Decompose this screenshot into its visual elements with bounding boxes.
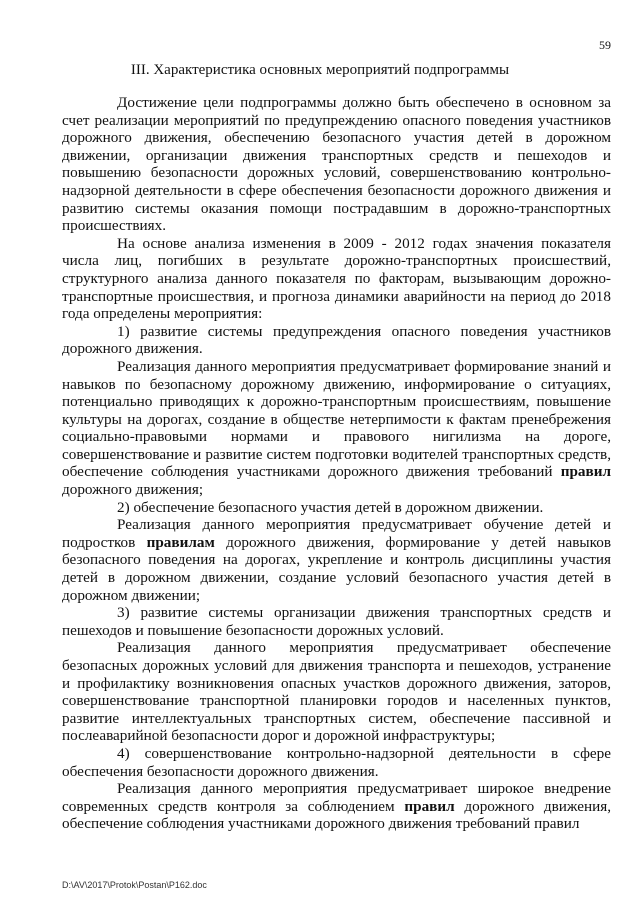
paragraph-10-text-a: Реализация данного мероприятия предусматривает широкое внедрение современных средств контроля за соблюдением	[62, 780, 611, 815]
section-title: III. Характеристика основных мероприятий подпрограммы	[130, 62, 510, 78]
paragraph-4	[62, 358, 611, 499]
paragraph-4-bold: правил	[560, 463, 611, 481]
paragraph-1: Достижение цели подпрограммы должно быть обеспечено в основном за счет реализации мероприятий по предупреждению опасного поведения участников дорожного движения, обеспечению безопасного участия детей в дорожном движении, организации движения транспортных средств и пешеходов и повышению безопасности дорожных условий, совершенствованию контрольно-надзорной деятельности в сфере обеспечения безопасности дорожного движения и развитию системы оказания помощи пострадавшим в дорожно-транспортных происшествиях.	[62, 94, 611, 235]
paragraph-9: 4) совершенствование контрольно-надзорной деятельности в сфере обеспечения безопасности дорожного движения.	[62, 744, 611, 780]
document-body	[62, 94, 611, 833]
paragraph-4-text-b: дорожного движения;	[62, 481, 204, 499]
paragraph-5: 2) обеспечение безопасного участия детей в дорожном движении.	[117, 498, 544, 516]
paragraph-10	[62, 780, 611, 833]
paragraph-6-text-b: дорожного движения, формирование у детей навыков безопасного поведения на дорогах, укрепление и контроль дисциплины участия детей в дорожном движении, создание условий безопасного участия детей в дорожном движении;	[62, 533, 611, 604]
paragraph-7: 3) развитие системы организации движения транспортных средств и пешеходов и повышение безопасности дорожных условий.	[62, 604, 611, 639]
file-path-footer: D:\AV\2017\Protok\Postan\P162.doc	[62, 880, 207, 890]
paragraph-6-bold: правилам	[146, 533, 215, 551]
paragraph-2: На основе анализа изменения в 2009 - 2012 годах значения показателя числа лиц, погибших в результате дорожно-транспортных происшествий, структурного анализа данного показателя по факторам, вызывающим дорожно-транспортные происшествия, и прогноза динамики аварийности на период до 2018 года определены мероприятия:	[62, 234, 611, 323]
paragraph-10-bold: правил	[404, 797, 455, 815]
paragraph-4-text-a: Реализация данного мероприятия предусматривает формирование знаний и навыков по безопасному дорожному движению, информирование о ситуациях, потенциально приводящих к дорожно-транспортным происшествиям, повышение культуры на дорогах, создание в обществе нетерпимости к фактам пренебрежения социально-правовыми нормами и правового нигилизма на дороге, совершенствование и развитие систем подготовки водителей транспортных средств, обеспечение соблюдения участниками дорожного движения требований	[62, 357, 611, 481]
paragraph-8: Реализация данного мероприятия предусматривает обеспечение безопасных дорожных условий для движения транспорта и пешеходов, устранение и профилактику возникновения опасных участков дорожного движения, заторов, совершенствование транспортной планировки городов и населенных пунктов, развитие интеллектуальных транспортных систем, обеспечение пассивной и послеаварийной безопасности дорог и дорожной инфраструктуры;	[62, 639, 611, 745]
paragraph-3: 1) развитие системы предупреждения опасного поведения участников дорожного движения.	[62, 322, 611, 358]
paragraph-6-text-a: Реализация данного мероприятия предусматривает обучение детей и подростков	[62, 516, 611, 551]
paragraph-10-text-b: дорожного движения, обеспечение соблюдения участниками дорожного движения требований правил	[62, 797, 611, 833]
page-number: 59	[599, 38, 611, 52]
paragraph-6	[62, 516, 611, 604]
